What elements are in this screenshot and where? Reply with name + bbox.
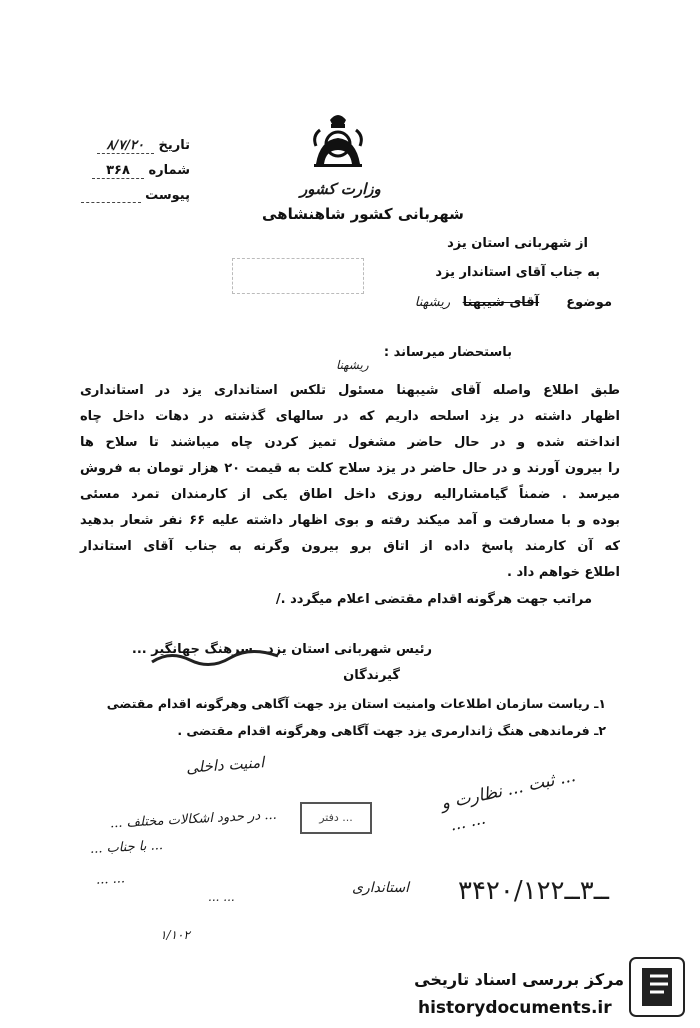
left-note-line: ... با جناب ...	[89, 838, 164, 857]
stamp-text: دفتر ...	[319, 811, 353, 824]
attachment-row	[75, 188, 190, 203]
ministry-script: وزارت کشور	[300, 180, 381, 198]
date-label: تاریخ	[158, 138, 190, 153]
recipients-label: گیرندگان	[343, 668, 400, 683]
watermark-url: historydocuments.ir	[418, 998, 612, 1018]
from-line: از شهربانی استان یزد	[447, 236, 588, 251]
subject-line	[415, 295, 612, 310]
signatory-title: رئیس شهربانی استان یزد . سرهنگ جهانگیر ...	[131, 642, 432, 657]
subject-label: موضوع	[566, 295, 612, 310]
small-date: ۱/۱۰۲	[160, 928, 190, 942]
right-note-line: ثبت ... نظارت و ...	[439, 765, 578, 815]
received-stamp	[300, 802, 372, 834]
number-label: شماره	[148, 163, 190, 178]
correction-above: ریشهنا	[336, 358, 369, 372]
bottom-left-note: ... ...	[208, 890, 235, 904]
body-line: را بیرون آورند و در حال حاضر در یزد سلاح کلت به قیمت ۲۰ هزار تومان به فروش	[80, 461, 621, 476]
recipient-item: ۲ـ فرماندهی هنگ ژاندارمری یزد جهت آگاهی وهرگونه اقدام مقتضی .	[177, 723, 606, 738]
greeting: باستحضار میرساند :	[383, 345, 512, 360]
number-row	[92, 163, 190, 178]
watermark-name: مرکز بررسی اسناد تاریخی	[414, 970, 624, 989]
left-note-line: ... در حدود اشکالات مختلف ...	[109, 807, 278, 832]
file-number: ۳۴۲ــ۳ــ۰/۱۲۲	[458, 876, 609, 906]
body-line: که آن کارمند پاسخ داده از اتاق برو بیرون وگرنه به جناب آقای استاندار	[80, 539, 620, 554]
body-line: اظهار داشته در یزد اسلحه داریم که در سالهای گذشته در دهات داخل چاه	[80, 409, 620, 424]
right-note-line: ... ...	[448, 808, 488, 835]
department-title: شهربانی کشور شاهنشاهی	[262, 205, 464, 223]
body-line: بوده و با مسارفت و آمد میکند رفته و بوی اظهار داشته علیه ۶۶ نفر شعار بدهید	[80, 513, 620, 528]
body-line: میرسد . ضمناً گیامشارالیه روزی داخل اطاق یکی از کارمندان تمرد مسئی	[80, 487, 620, 502]
body-line: اطلاع خواهم داد .	[507, 565, 620, 580]
closing-line: مراتب جهت هرگونه اقدام مقتضی اعلام میگردد ./	[275, 592, 592, 607]
number-value: ۳۶۸	[92, 163, 144, 179]
referral-note: امنیت داخلی	[185, 753, 265, 777]
body-line: انداخته شده و در حال حاضر مشغول تمیز کردن چاه میباشند تا سلاح ها	[80, 435, 620, 450]
body-line: طبق اطلاع واصله آقای شیبهنا مسئول تلکس استانداری یزد در استانداری	[80, 383, 620, 398]
subject-correction: ریشهنا	[414, 295, 451, 310]
bottom-right-note: استانداری	[352, 880, 409, 896]
signature-scribble-icon	[150, 648, 280, 670]
recipient-item: ۱ـ ریاست سازمان اطلاعات وامنیت استان یزد جهت آگاهی وهرگونه اقدام مقتضی	[106, 696, 606, 711]
to-line: به جناب آقای استاندار یزد	[435, 265, 600, 280]
subject-value: آقای شیبهنا	[462, 295, 540, 310]
lion-and-sun-emblem-icon	[306, 110, 370, 172]
left-note-line: ... ...	[95, 871, 126, 888]
watermark-logo-icon	[628, 956, 686, 1018]
date-value: ۸/۷/۲۰	[97, 138, 154, 154]
attachment-label: پیوست	[145, 188, 190, 203]
date-row	[97, 138, 190, 153]
faint-stamp	[232, 258, 364, 294]
